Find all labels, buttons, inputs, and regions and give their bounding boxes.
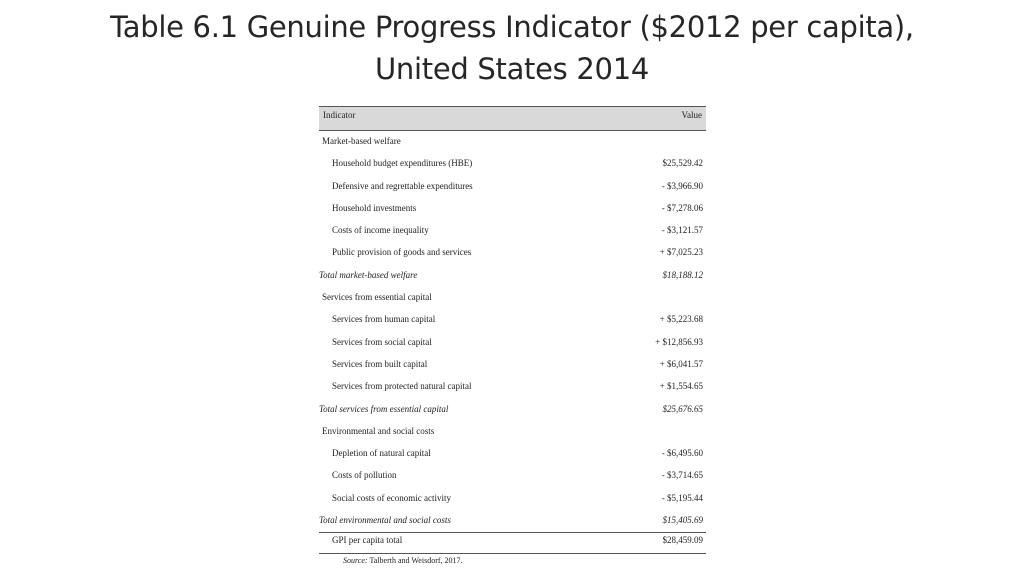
row-value: - $6,495.60 bbox=[661, 448, 703, 459]
row-value: - $7,278.06 bbox=[661, 202, 703, 213]
title-line-2: United States 2014 bbox=[375, 52, 649, 86]
subtotal-row bbox=[319, 265, 706, 287]
subtotal-row bbox=[319, 399, 706, 421]
table-row bbox=[319, 242, 706, 264]
row-value: + $1,554.65 bbox=[659, 381, 703, 392]
table-row bbox=[319, 176, 706, 198]
table-header bbox=[319, 106, 706, 131]
header-indicator: Indicator bbox=[323, 110, 356, 120]
grand-total-row bbox=[319, 532, 706, 554]
source-label: Source: bbox=[343, 556, 368, 565]
row-label: Defensive and regrettable expenditures bbox=[332, 180, 473, 191]
row-value: $15,405.69 bbox=[662, 515, 703, 526]
row-label: Services from social capital bbox=[332, 336, 432, 347]
slide-title bbox=[0, 6, 1024, 90]
section-row bbox=[319, 421, 706, 443]
row-label: Services from protected natural capital bbox=[332, 381, 472, 392]
row-label: Total environmental and social costs bbox=[319, 515, 451, 526]
row-label: Market-based welfare bbox=[322, 136, 401, 146]
row-value: + $6,041.57 bbox=[659, 358, 703, 369]
row-value: - $5,195.44 bbox=[661, 492, 703, 503]
table-row bbox=[319, 488, 706, 510]
grand-total-value: $28,459.09 bbox=[662, 535, 703, 546]
row-label: Total market-based welfare bbox=[319, 269, 418, 280]
row-value: $25,529.42 bbox=[662, 158, 703, 169]
grand-total-label: GPI per capita total bbox=[332, 535, 403, 546]
row-label: Social costs of economic activity bbox=[332, 492, 451, 503]
table-row bbox=[319, 220, 706, 242]
row-label: Total services from essential capital bbox=[319, 403, 449, 414]
table-row bbox=[319, 309, 706, 331]
table-row bbox=[319, 198, 706, 220]
table-row bbox=[319, 465, 706, 487]
row-label: Public provision of goods and services bbox=[332, 247, 472, 258]
row-label: Household budget expenditures (HBE) bbox=[332, 158, 473, 169]
row-value: - $3,714.65 bbox=[661, 470, 703, 481]
table-row bbox=[319, 376, 706, 398]
table-body bbox=[319, 131, 706, 532]
row-label: Costs of income inequality bbox=[332, 225, 429, 236]
table-row bbox=[319, 153, 706, 175]
table-row bbox=[319, 332, 706, 354]
source-note bbox=[343, 556, 463, 565]
row-value: $18,188.12 bbox=[662, 269, 703, 280]
row-label: Services from built capital bbox=[332, 358, 428, 369]
title-line-1: Table 6.1 Genuine Progress Indicator ($2012 per capita), bbox=[110, 10, 914, 44]
row-value: $25,676.65 bbox=[662, 403, 703, 414]
section-row bbox=[319, 131, 706, 153]
row-value: + $7,025.23 bbox=[659, 247, 703, 258]
row-value: + $12,856.93 bbox=[655, 336, 703, 347]
row-value: - $3,121.57 bbox=[661, 225, 703, 236]
row-value: - $3,966.90 bbox=[661, 180, 703, 191]
row-label: Costs of pollution bbox=[332, 470, 397, 481]
source-text: Talberth and Weisdorf, 2017. bbox=[367, 556, 463, 565]
row-label: Services from essential capital bbox=[322, 292, 432, 303]
row-label: Depletion of natural capital bbox=[332, 448, 431, 459]
subtotal-row bbox=[319, 510, 706, 532]
table-row bbox=[319, 443, 706, 465]
table-row bbox=[319, 354, 706, 376]
row-value: + $5,223.68 bbox=[659, 314, 703, 325]
row-label: Household investments bbox=[332, 202, 417, 213]
gpi-table bbox=[319, 106, 706, 554]
row-label: Services from human capital bbox=[332, 314, 436, 325]
section-row bbox=[319, 287, 706, 309]
row-label: Environmental and social costs bbox=[322, 425, 435, 436]
header-value: Value bbox=[681, 110, 702, 120]
